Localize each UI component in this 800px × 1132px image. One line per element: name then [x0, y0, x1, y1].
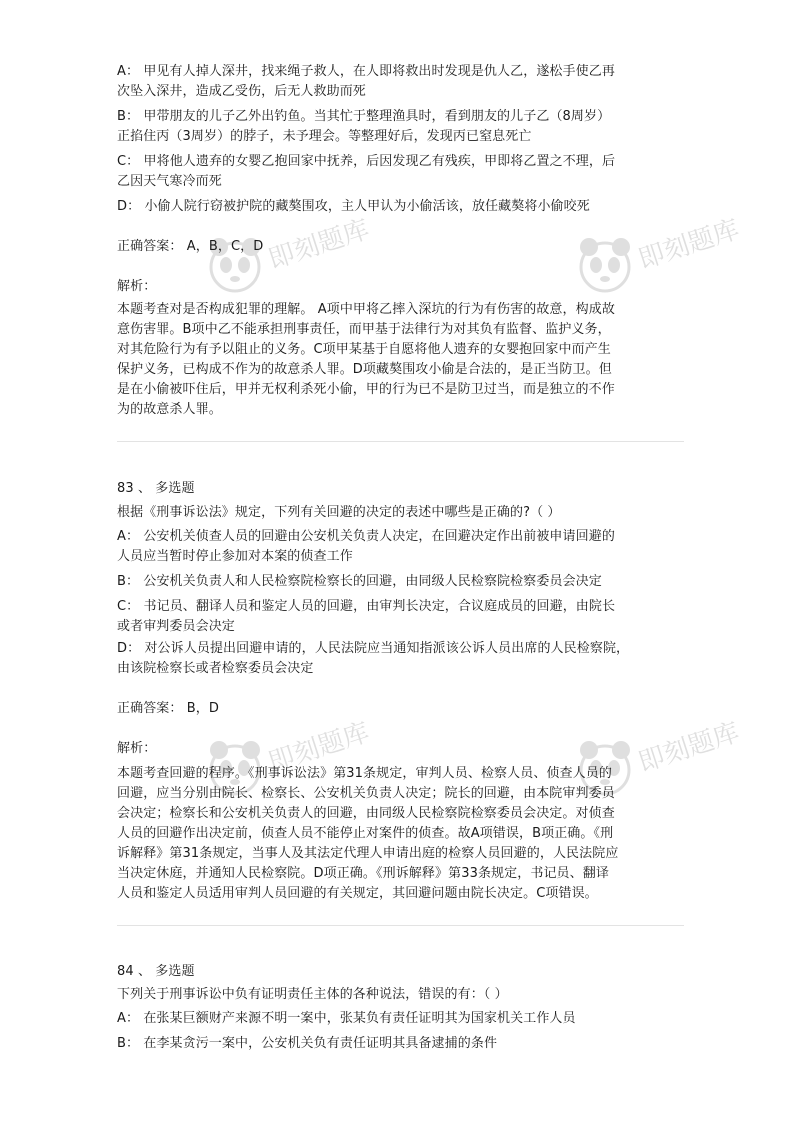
q83-analysis-line: 人员的回避作出决定前，侦查人员不能停止对案件的侦查。故A项错误，B项正确。《刑	[117, 826, 614, 841]
q83-option-c-cont: 或者审判委员会决定	[117, 619, 235, 634]
question-divider	[117, 441, 684, 442]
q82-analysis-line: 保护义务，已构成不作为的故意杀人罪。D项藏獒围攻小偷是合法的，是正当防卫。但	[117, 362, 612, 377]
answer-value: B，D	[186, 701, 219, 716]
q83-analysis-line: 诉解释》第31条规定，当事人及其法定代理人申请出庭的检察人员回避的，人民法院应	[117, 846, 619, 861]
q83-stem: 根据《刑事诉讼法》规定，下列有关回避的决定的表述中哪些是正确的?（ ）	[117, 505, 561, 520]
watermark-text: 即刻题库	[264, 214, 374, 276]
watermark	[575, 214, 744, 305]
q82-option-c-cont: 乙因天气寒冷而死	[117, 174, 222, 189]
q82-option-c: C： 甲将他人遗弃的女婴乙抱回家中抚养，后因发现乙有残疾，甲即将乙置之不理，后	[117, 154, 616, 169]
q83-option-a-cont: 人员应当暂时停止参加对本案的侦查工作	[117, 549, 353, 564]
q82-option-a-cont: 次坠入深井，造成乙受伤，后无人救助而死	[117, 84, 366, 99]
q84-stem: 下列关于刑事诉讼中负有证明责任主体的各种说法，错误的有：（ ）	[117, 987, 508, 1002]
q82-analysis-line: 意伤害罪。B项中乙不能承担刑事责任，而甲基于法律行为对其负有监督、监护义务，	[117, 322, 611, 337]
q82-analysis-line: 对其危险行为有予以阻止的义务。C项甲某基于自愿将他人遗弃的女婴抱回家中而产生	[117, 342, 611, 357]
q83-option-d: D： 对公诉人员提出回避申请的，人民法院应当通知指派该公诉人员出席的人民检察院，	[117, 641, 630, 656]
q82-option-a: A： 甲见有人掉人深井，找来绳子救人，在人即将救出时发现是仇人乙，遂松手使乙再	[117, 64, 615, 79]
q82-option-d: D： 小偷人院行窃被护院的藏獒围攻，主人甲认为小偷活该，放任藏獒将小偷咬死	[117, 199, 590, 214]
q83-header: 83 、 多选题	[117, 481, 195, 496]
q84-header: 84 、 多选题	[117, 964, 195, 979]
answer-label: 正确答案：	[117, 701, 183, 716]
q83-option-d-cont: 由该院检察长或者检察委员会决定	[117, 661, 314, 676]
q82-option-b-cont: 正掐住丙（3周岁）的脖子，未予理会。等整理好后，发现丙已窒息死亡	[117, 129, 532, 144]
answer-label: 正确答案：	[117, 239, 183, 254]
q83-analysis-label: 解析：	[117, 741, 157, 756]
q82-analysis-label: 解析：	[117, 279, 157, 294]
q82-option-b: B： 甲带朋友的儿子乙外出钓鱼。当其忙于整理渔具时，看到朋友的儿子乙（8周岁）	[117, 109, 611, 124]
q83-answer	[117, 701, 219, 717]
q83-option-b: B： 公安机关负责人和人民检察院检察长的回避，由同级人民检察院检察委员会决定	[117, 574, 602, 589]
q82-analysis-line: 是在小偷被吓住后，甲并无权利杀死小偷，甲的行为已不是防卫过当，而是独立的不作	[117, 382, 615, 397]
q84-option-b: B： 在李某贪污一案中，公安机关负有责任证明其具备逮捕的条件	[117, 1036, 498, 1051]
q83-analysis-line: 当决定休庭，并通知人民检察院。D项正确。《刑诉解释》第33条规定，书记员、翻译	[117, 866, 609, 881]
watermark-text: 即刻题库	[264, 717, 374, 779]
q83-analysis-line: 回避，应当分别由院长、检察长、公安机关负责人决定；院长的回避，由本院审判委员	[117, 786, 615, 801]
q82-analysis-line: 本题考查对是否构成犯罪的理解。 A项中甲将乙摔入深坑的行为有伤害的故意，构成故	[117, 302, 615, 317]
q82-analysis-line: 为的故意杀人罪。	[117, 402, 222, 417]
q82-answer	[117, 239, 263, 255]
q83-option-a: A： 公安机关侦查人员的回避由公安机关负责人决定，在回避决定作出前被申请回避的	[117, 529, 615, 544]
q84-option-a: A： 在张某巨额财产来源不明一案中，张某负有责任证明其为国家机关工作人员	[117, 1011, 576, 1026]
q83-analysis-line: 本题考查回避的程序。《刑事诉讼法》第31条规定，审判人员、检察人员、侦查人员的	[117, 766, 612, 781]
q83-analysis-line: 人员和鉴定人员适用审判人员回避的有关规定，其回避问题由院长决定。C项错误。	[117, 886, 598, 901]
q83-analysis-line: 会决定；检察长和公安机关负责人的回避，由同级人民检察院检察委员会决定。对侦查	[117, 806, 615, 821]
q83-option-c: C： 书记员、翻译人员和鉴定人员的回避，由审判长决定，合议庭成员的回避，由院长	[117, 599, 616, 614]
question-divider	[117, 925, 684, 926]
watermark-text: 即刻题库	[634, 214, 744, 276]
watermark-text: 即刻题库	[634, 717, 744, 779]
answer-value: A，B，C，D	[186, 239, 264, 254]
panda-logo-icon	[575, 235, 635, 295]
